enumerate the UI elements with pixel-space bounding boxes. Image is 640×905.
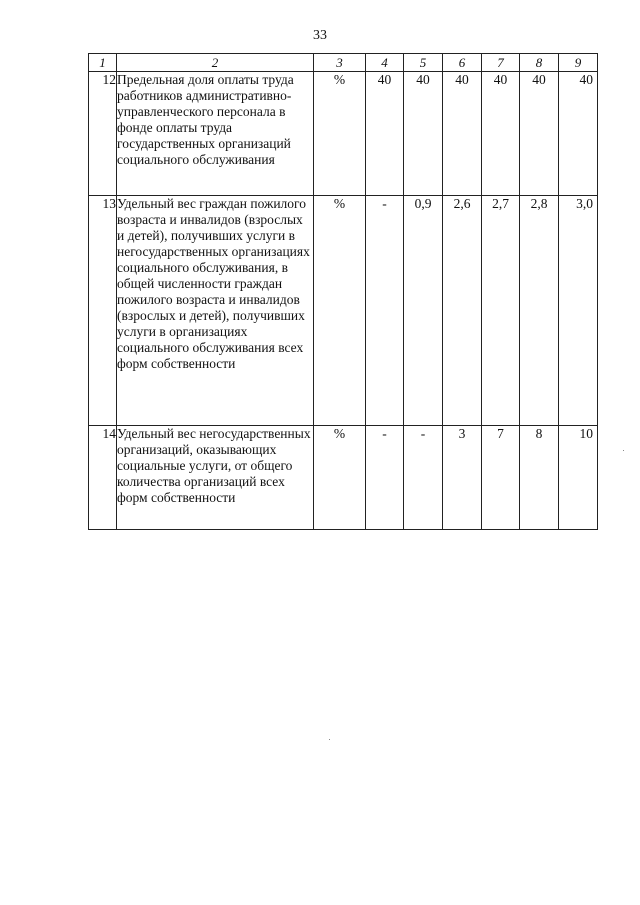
- indicator-name: Удельный вес граждан пожилого возраста и инвалидов (взрослых и детей), получивших услуги в негосударственных организациях социального обслуживания, в общей численности граждан пожилого возраста и инвалидов (взрослых и детей), получивших услуги в организациях социального обслуживания всех форм собственности: [117, 196, 314, 426]
- table-row: [89, 426, 598, 530]
- header-cell: 5: [404, 54, 443, 72]
- value-cell: 40: [520, 72, 559, 196]
- value-cell: -: [404, 426, 443, 530]
- row-number: 13: [89, 196, 117, 426]
- value-cell: 0,9: [404, 196, 443, 426]
- value-cell: 3,0: [559, 196, 598, 426]
- row-number: 12: [89, 72, 117, 196]
- header-cell: 3: [314, 54, 366, 72]
- value-cell: -: [366, 196, 404, 426]
- value-cell: 2,7: [482, 196, 520, 426]
- header-cell: 9: [559, 54, 598, 72]
- header-cell: 1: [89, 54, 117, 72]
- table-row: [89, 72, 598, 196]
- value-cell: 2,6: [443, 196, 482, 426]
- value-cell: 7: [482, 426, 520, 530]
- unit-cell: %: [314, 72, 366, 196]
- header-cell: 4: [366, 54, 404, 72]
- indicators-table: [88, 53, 598, 530]
- unit-cell: %: [314, 196, 366, 426]
- value-cell: 8: [520, 426, 559, 530]
- table-row: [89, 196, 598, 426]
- value-cell: 40: [443, 72, 482, 196]
- value-cell: 10: [559, 426, 598, 530]
- value-cell: -: [366, 426, 404, 530]
- value-cell: 40: [366, 72, 404, 196]
- row-number: 14: [89, 426, 117, 530]
- scan-speck: [623, 450, 624, 451]
- value-cell: 40: [404, 72, 443, 196]
- indicator-name: Удельный вес негосударственных организаций, оказывающих социальные услуги, от общего количества организаций всех форм собственности: [117, 426, 314, 530]
- value-cell: 40: [482, 72, 520, 196]
- header-cell: 7: [482, 54, 520, 72]
- indicator-name: Предельная доля оплаты труда работников административно-управленческого персонала в фонде оплаты труда государственных организаций социального обслуживания: [117, 72, 314, 196]
- page-number: 33: [313, 28, 327, 43]
- header-cell: 2: [117, 54, 314, 72]
- scan-speck: [329, 739, 330, 740]
- header-cell: 6: [443, 54, 482, 72]
- unit-cell: %: [314, 426, 366, 530]
- value-cell: 2,8: [520, 196, 559, 426]
- value-cell: 3: [443, 426, 482, 530]
- value-cell: 40: [559, 72, 598, 196]
- header-cell: 8: [520, 54, 559, 72]
- header-row: [89, 54, 598, 72]
